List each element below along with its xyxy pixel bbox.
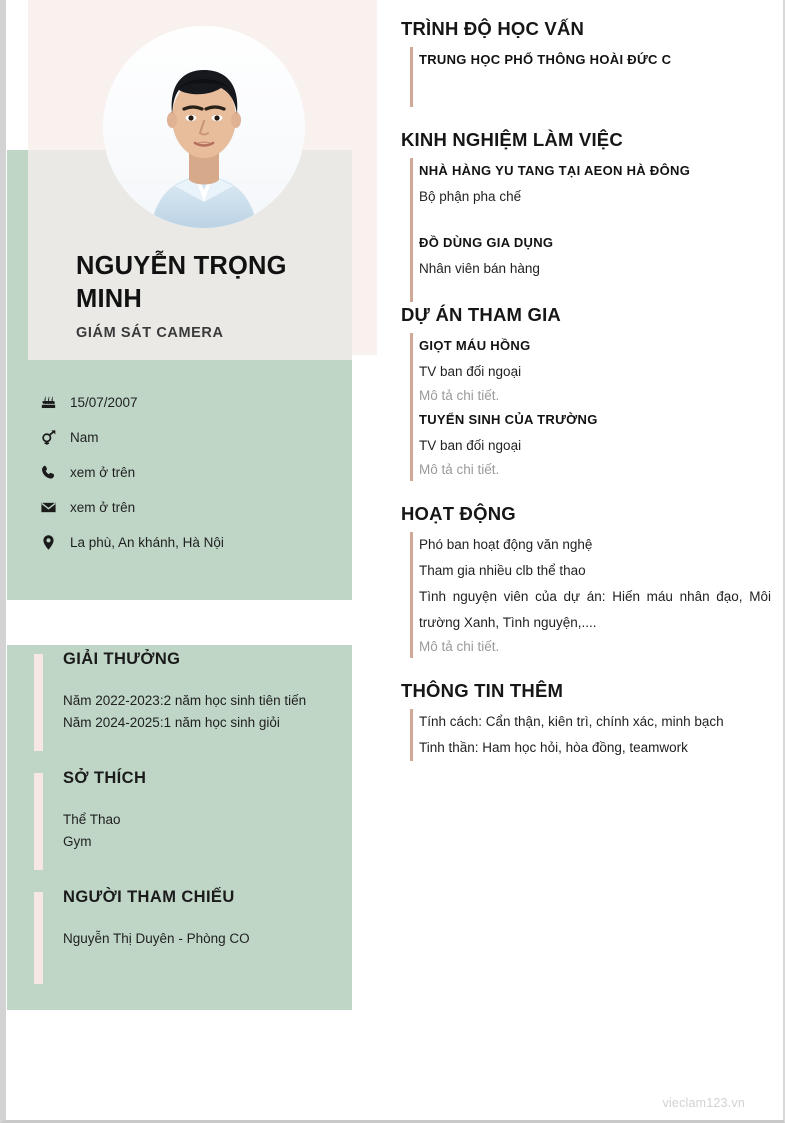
- gender-value: Nam: [70, 430, 99, 445]
- experience-entry-title: NHÀ HÀNG YU TANG TẠI AEON HÀ ĐÔNG: [419, 163, 691, 178]
- experience-entry-subtitle: Nhân viên bán hàng: [419, 261, 540, 276]
- portrait-photo-icon: [103, 26, 305, 228]
- activities-heading: HOẠT ĐỘNG: [401, 503, 516, 524]
- phone-value: xem ở trên: [70, 465, 136, 480]
- spacer: [401, 660, 771, 680]
- projects-heading: DỰ ÁN THAM GIA: [401, 304, 561, 325]
- contact-row-gender: [40, 420, 350, 455]
- additional-info-heading: THÔNG TIN THÊM: [401, 680, 564, 701]
- birthday-cake-icon: [40, 394, 70, 411]
- experience-entry: [419, 230, 771, 282]
- address-value: La phù, An khánh, Hà Nội: [70, 535, 224, 550]
- section-projects: [401, 304, 771, 481]
- project-entry-subtitle: TV ban đối ngoại: [419, 364, 522, 379]
- email-icon: [40, 499, 70, 516]
- activity-line: Phó ban hoạt động văn nghệ: [419, 537, 593, 552]
- gender-icon: [40, 429, 70, 446]
- sidebar-section-hobbies: [34, 769, 344, 874]
- contact-row-birthday: [40, 385, 350, 420]
- additional-info-line: Tính cách: Cẩn thận, kiên trì, chính xác, minh bạch: [419, 714, 724, 729]
- watermark: vieclam123.vn: [662, 1096, 745, 1110]
- project-entry: [419, 333, 771, 407]
- spacer: [419, 73, 771, 107]
- experience-body: [401, 158, 771, 302]
- location-pin-icon: [40, 534, 70, 551]
- references-heading: NGƯỜI THAM CHIẾU: [63, 888, 235, 906]
- project-entry-title: GIỌT MÁU HỒNG: [419, 338, 531, 353]
- awards-line: Năm 2022-2023:2 năm học sinh tiên tiến: [63, 693, 307, 708]
- education-body: [401, 47, 771, 107]
- activity-line: Tình nguyện viên của dự án: Hiến máu nhân đạo, Môi trường Xanh, Tình nguyện,....: [419, 589, 771, 630]
- contact-row-phone: [40, 455, 350, 490]
- section-experience: [401, 129, 771, 302]
- experience-entry-title: ĐỒ DÙNG GIA DỤNG: [419, 235, 554, 250]
- job-title: GIÁM SÁT CAMERA: [76, 325, 224, 341]
- hobbies-heading: SỞ THÍCH: [63, 769, 147, 787]
- project-entry-subtitle: TV ban đối ngoại: [419, 438, 522, 453]
- additional-info-body: [401, 709, 771, 761]
- hobbies-line: Thể Thao: [63, 812, 121, 827]
- email-value: xem ở trên: [70, 500, 136, 515]
- projects-body: [401, 333, 771, 481]
- section-education: [401, 18, 771, 107]
- spacer: [419, 210, 771, 230]
- main-column: [401, 18, 771, 763]
- project-entry-title: TUYỂN SINH CỦA TRƯỜNG: [419, 412, 598, 427]
- project-entry-description-placeholder: Mô tả chi tiết.: [419, 462, 500, 477]
- spacer: [401, 483, 771, 503]
- spacer: [401, 109, 771, 129]
- contact-row-address: [40, 525, 350, 560]
- experience-heading: KINH NGHIỆM LÀM VIỆC: [401, 129, 623, 150]
- phone-icon: [40, 464, 70, 481]
- experience-entry-subtitle: Bộ phận pha chế: [419, 189, 522, 204]
- activities-body: [401, 532, 771, 658]
- awards-line: Năm 2024-2025:1 năm học sinh giỏi: [63, 714, 280, 730]
- additional-info-line: Tinh thần: Ham học hỏi, hòa đồng, teamwork: [419, 740, 688, 755]
- project-entry-description-placeholder: Mô tả chi tiết.: [419, 388, 500, 403]
- contact-list: [40, 385, 350, 560]
- contact-row-email: [40, 490, 350, 525]
- education-heading: TRÌNH ĐỘ HỌC VẤN: [401, 18, 585, 39]
- references-line: Nguyễn Thị Duyên - Phòng CO: [63, 931, 250, 946]
- sidebar-section-awards: [34, 650, 344, 755]
- project-entry: [419, 407, 771, 481]
- name-block: [76, 250, 346, 341]
- experience-entry: [419, 158, 771, 210]
- section-activities: [401, 503, 771, 658]
- birthday-value: 15/07/2007: [70, 395, 138, 410]
- full-name: NGUYỄN TRỌNG MINH: [76, 252, 287, 313]
- section-additional-info: [401, 680, 771, 761]
- hobbies-line: Gym: [63, 833, 92, 849]
- sidebar-section-references: [34, 888, 344, 988]
- education-entry-title: TRUNG HỌC PHỔ THÔNG HOÀI ĐỨC C: [419, 52, 672, 67]
- activity-line: Tham gia nhiều clb thể thao: [419, 563, 586, 578]
- awards-heading: GIẢI THƯỞNG: [63, 650, 181, 668]
- avatar: [103, 26, 305, 228]
- spacer: [419, 282, 771, 302]
- activities-description-placeholder: Mô tả chi tiết.: [419, 639, 500, 654]
